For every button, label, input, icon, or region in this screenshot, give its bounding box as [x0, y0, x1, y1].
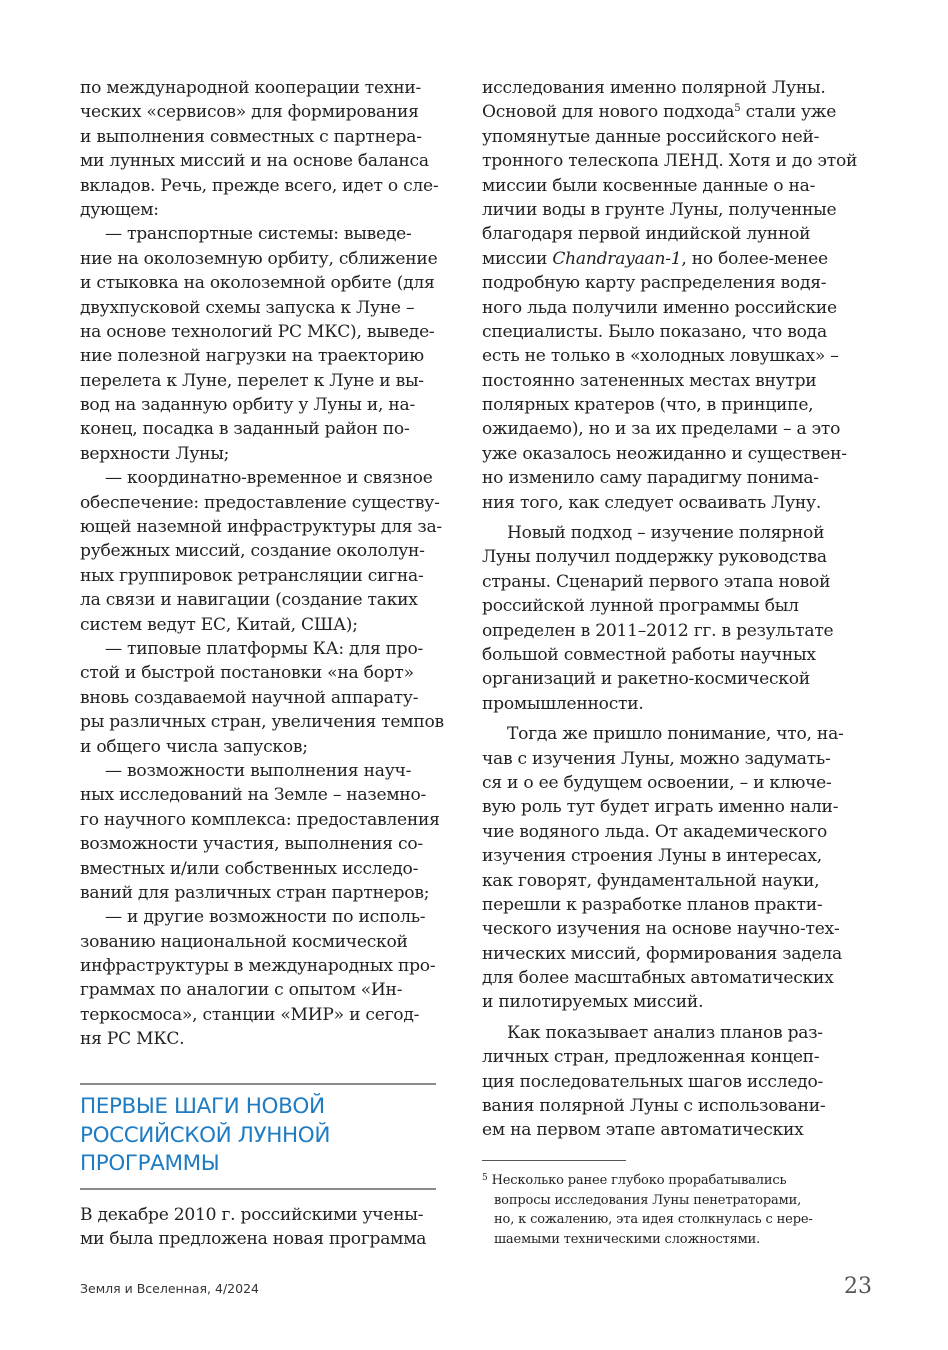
text-line: систем ведут ЕС, Китай, США);: [80, 614, 358, 635]
text-line: есть не только в «холодных ловушках» –: [482, 346, 839, 367]
text-line: российской лунной программы был: [482, 596, 799, 617]
right-column: [482, 76, 858, 1143]
footnote-line: [482, 1169, 840, 1191]
list-item-start: — транспортные системы: выведе-: [105, 224, 412, 245]
text-line: инфраструктуры в международных про-: [80, 956, 436, 977]
footnote-line: шаемыми техническими сложностями.: [494, 1231, 761, 1247]
text-span: , но более-менее: [681, 248, 828, 269]
footnote-ref: 5: [734, 103, 741, 115]
text-line: на основе технологий РС МКС), выведе-: [80, 321, 435, 342]
text-line: ми лунных миссий и на основе баланса: [80, 151, 429, 172]
text-span: стали уже: [740, 102, 837, 123]
text-line: большой совместной работы научных: [482, 644, 816, 665]
text-line: верхности Луны;: [80, 443, 230, 464]
text-line: возможности участия, выполнения со-: [80, 834, 423, 855]
text-line: по международной кооперации техни-: [80, 78, 422, 98]
text-line: ожидаемо), но и за их пределами – а это: [482, 419, 841, 440]
text-line: как говорят, фундаментальной науки,: [482, 870, 820, 891]
footnote-line: вопросы исследования Луны пенетраторами,: [494, 1192, 802, 1208]
page-number: 23: [844, 1274, 872, 1299]
text-line: вновь создаваемой научной аппарату-: [80, 687, 419, 708]
text-line: ющей наземной инфраструктуры для за-: [80, 517, 442, 538]
text-line: исследования именно полярной Луны.: [482, 78, 826, 98]
text-line: рубежных миссий, создание окололун-: [80, 541, 425, 562]
text-span: миссии: [482, 248, 553, 269]
text-line: вую роль тут будет играть именно нали-: [482, 797, 839, 818]
text-line: чие водяного льда. От академического: [482, 821, 828, 842]
text-line: специалисты. Было показано, что вода: [482, 321, 827, 342]
text-line: благодаря первой индийской лунной: [482, 224, 811, 245]
text-line: личных стран, предложенная концеп-: [482, 1047, 820, 1068]
section-intro: [80, 1203, 436, 1252]
text-line: обеспечение: предоставление существу-: [80, 492, 440, 513]
text-line: чав с изучения Луны, можно задумать-: [482, 748, 831, 769]
footnote-number: 5: [482, 1173, 488, 1183]
text-line: изучения строения Луны в интересах,: [482, 846, 822, 867]
text-line: ного льда получили именно российские: [482, 297, 837, 318]
text-line: ческих «сервисов» для формирования: [80, 102, 419, 123]
text-line: промышленности.: [482, 693, 644, 714]
footnote-line: но, к сожалению, эта идея столкнулась с нере-: [494, 1212, 813, 1227]
left-column: [80, 76, 444, 1052]
text-line: страны. Сценарий первого этапа новой: [482, 571, 831, 592]
paragraph-start: Тогда же пришло понимание, что, на-: [507, 724, 844, 745]
text-line: постоянно затененных местах внутри: [482, 370, 817, 391]
text-line: полярных кратеров (что, в принципе,: [482, 395, 814, 416]
text-line: [482, 247, 840, 271]
text-line: определен в 2011–2012 гг. в результате: [482, 620, 834, 641]
text-line: ние полезной нагрузки на траекторию: [80, 346, 424, 367]
section-heading: [80, 1083, 436, 1190]
text-line: ния того, как следует осваивать Луну.: [482, 492, 822, 513]
text-line: и пилотируемых миссий.: [482, 992, 704, 1013]
text-line: ние на околоземную орбиту, сближение: [80, 248, 438, 269]
text-line: ческого изучения на основе научно-тех-: [482, 919, 840, 940]
text-line: [482, 100, 840, 124]
text-line: стой и быстрой постановки «на борт»: [80, 663, 414, 684]
heading-line: ПРОГРАММЫ: [80, 1151, 220, 1176]
text-line: ция последовательных шагов исследо-: [482, 1071, 824, 1092]
text-line: упомянутые данные российского ней-: [482, 126, 820, 147]
paragraph-start: Новый подход – изучение полярной: [507, 523, 825, 544]
list-item-start: — возможности выполнения науч-: [105, 760, 412, 781]
footnote-divider: [482, 1160, 626, 1161]
paragraph-start: Как показывает анализ планов раз-: [507, 1022, 823, 1043]
text-line: ся и о ее будущем освоении, – и ключе-: [482, 772, 832, 793]
text-line: ем на первом этапе автоматических: [482, 1120, 804, 1141]
mission-name: Chandrayaan-1: [552, 248, 682, 269]
heading-line: РОССИЙСКОЙ ЛУННОЙ: [80, 1122, 331, 1148]
heading-line: ПЕРВЫЕ ШАГИ НОВОЙ: [80, 1094, 325, 1119]
text-line: тронного телескопа ЛЕНД. Хотя и до этой: [482, 151, 858, 172]
text-line: дующем:: [80, 199, 159, 220]
text-line: вместных и/или собственных исследо-: [80, 858, 419, 879]
text-line: ла связи и навигации (создание таких: [80, 590, 418, 611]
text-line: уже оказалось неожиданно и существен-: [482, 443, 847, 464]
text-line: Луны получил поддержку руководства: [482, 547, 827, 568]
text-line: и стыковка на околоземной орбите (для: [80, 273, 435, 294]
text-line: ми была предложена новая программа: [80, 1229, 427, 1250]
text-line: теркосмоса», станции «МИР» и сегод-: [80, 1004, 420, 1025]
list-item-start: — типовые платформы КА: для про-: [105, 638, 424, 659]
text-line: зованию национальной космической: [80, 931, 408, 952]
list-item-start: — координатно-временное и связное: [105, 468, 433, 489]
text-line: нических миссий, формирования задела: [482, 943, 842, 964]
text-line: ры различных стран, увеличения темпов: [80, 712, 444, 733]
list-item-start: — и другие возможности по исполь-: [105, 907, 426, 928]
text-line: В декабре 2010 г. российскими учены-: [80, 1205, 424, 1225]
text-line: ных группировок ретрансляции сигна-: [80, 565, 424, 586]
text-line: вкладов. Речь, прежде всего, идет о сле-: [80, 175, 439, 196]
text-line: ваний для различных стран партнеров;: [80, 882, 430, 903]
footnote-text: Несколько ранее глубоко прорабатывались: [491, 1173, 787, 1188]
text-line: двухпусковой схемы запуска к Луне –: [80, 297, 415, 318]
text-line: ня РС МКС.: [80, 1029, 185, 1050]
text-line: личии воды в грунте Луны, полученные: [482, 199, 837, 220]
text-line: перелета к Луне, перелет к Луне и вы-: [80, 370, 424, 391]
text-line: вания полярной Луны с использовани-: [482, 1096, 826, 1117]
text-line: граммах по аналогии с опытом «Ин-: [80, 980, 403, 1001]
text-line: но изменило саму парадигму понима-: [482, 468, 819, 489]
text-line: для более масштабных автоматических: [482, 968, 834, 989]
footnote: [482, 1169, 840, 1249]
text-line: и выполнения совместных с партнера-: [80, 126, 422, 147]
text-line: вод на заданную орбиту у Луны и, на-: [80, 395, 416, 416]
text-line: миссии были косвенные данные о на-: [482, 175, 816, 196]
text-line: конец, посадка в заданный район по-: [80, 419, 410, 440]
text-span: Основой для нового подхода: [482, 102, 735, 123]
text-line: и общего числа запусков;: [80, 736, 308, 757]
text-line: организаций и ракетно-космической: [482, 669, 810, 690]
text-line: подробную карту распределения водя-: [482, 273, 827, 294]
journal-footer: Земля и Вселенная, 4/2024: [80, 1281, 259, 1296]
text-line: ных исследований на Земле – наземно-: [80, 785, 427, 806]
text-line: го научного комплекса: предоставления: [80, 809, 440, 830]
text-line: перешли к разработке планов практи-: [482, 894, 823, 915]
